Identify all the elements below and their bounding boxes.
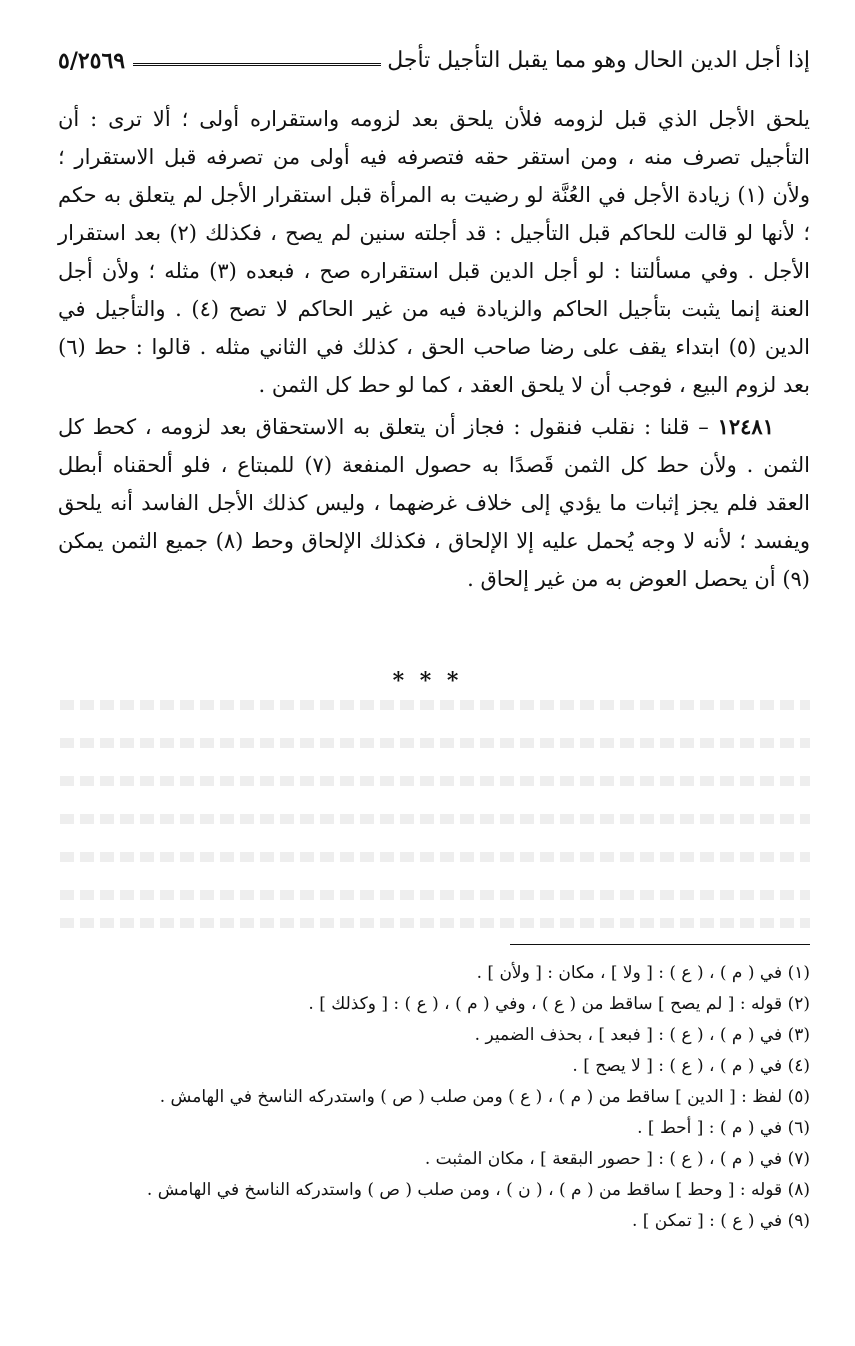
footnote-rule	[510, 944, 810, 945]
bleed-through	[60, 700, 810, 710]
page-number: ٥/٢٥٦٩	[58, 48, 126, 74]
bleed-through	[60, 738, 810, 748]
footnote-6: (٦) في ( م ) : [ أحط ] .	[637, 1118, 810, 1138]
paragraph-2	[58, 408, 810, 598]
footnote-5: (٥) لفظ : [ الدين ] ساقط من ( م ) ، ( ع ) ومن صلب ( ص ) واستدركه الناسخ في الهامش .	[159, 1087, 810, 1107]
footnote-1: (١) في ( م ) ، ( ع ) : [ ولا ] ، مكان : [ ولأن ] .	[476, 963, 810, 983]
footnote-9: (٩) في ( ع ) : [ تمكن ] .	[631, 1211, 810, 1231]
footnote-3: (٣) في ( م ) ، ( ع ) : [ فبعد ] ، بحذف الضمير .	[474, 1025, 810, 1045]
bleed-through	[60, 918, 810, 928]
section-number: ١٢٤٨١	[717, 414, 774, 439]
main-text	[58, 100, 810, 598]
bleed-through	[60, 852, 810, 862]
running-header	[58, 40, 810, 76]
bleed-through	[60, 814, 810, 824]
paragraph-1: يلحق الأجل الذي قبل لزومه فلأن يلحق بعد لزومه واستقراره أولى ؛ ألا ترى : أن التأجيل تصرف منه ، ومن استقر حقه فتصرفه فيه أولى من تصرفه قبل الاستقرار ؛ ولأن (١) زيادة الأجل في العُنَّة لو رضيت به المرأة قبل استقرار الأجل لم يتعلق به حكم ؛ لأنها لو قالت للحاكم قبل التأجيل : قد أجلته سنين لم يصح ، فكذلك (٢) بعد استقرار الأجل . وفي مسألتنا : لو أجل الدين قبل استقراره صح ، فبعده (٣) مثله ؛ ولأن أجل العنة إنما يثبت بتأجيل الحاكم والزيادة فيه من غير الحاكم لا تصح (٤) . والتأجيل في الدين (٥) ابتداء يقف على رضا صاحب الحق ، كذلك في الثاني مثله . قالوا : حط (٦) بعد لزوم البيع ، فوجب أن لا يلحق العقد ، كما لو حط كل الثمن .	[58, 107, 811, 397]
header-rule	[133, 63, 381, 66]
footnote-2: (٢) قوله : [ لم يصح ] ساقط من ( ع ) ، وفي ( م ) ، ( ع ) : [ وكذلك ] .	[308, 994, 810, 1014]
footnote-4: (٤) في ( م ) ، ( ع ) : [ لا يصح ] .	[572, 1056, 810, 1076]
footnotes	[58, 958, 810, 1237]
section-divider: * * *	[392, 668, 463, 694]
paragraph-2-text: – قلنا : نقلب فنقول : فجاز أن يتعلق به الاستحقاق بعد لزومه ، كحط كل الثمن . ولأن حط كل الثمن قَصدًا به حصول المنفعة (٧) للمبتاع ، فلو ألحقناه أبطل العقد فلم يجز إثبات ما يؤدي إلى خلاف غرضهما ، وليس كذلك الأجل الفاسد أنه يلحق ويفسد ؛ لأنه لا وجه يُحمل عليه إلا الإلحاق ، فكذلك الإلحاق وحط (٨) جميع الثمن يمكن (٩) أن يحصل العوض به من غير إلحاق .	[58, 415, 810, 591]
bleed-through	[60, 776, 810, 786]
footnote-8: (٨) قوله : [ وحط ] ساقط من ( م ) ، ( ن ) ، ومن صلب ( ص ) واستدركه الناسخ في الهامش .	[146, 1180, 810, 1200]
bleed-through	[60, 890, 810, 900]
header-title: إذا أجل الدين الحال وهو مما يقبل التأجيل تأجل	[387, 48, 810, 73]
footnote-7: (٧) في ( م ) ، ( ع ) : [ حصور البقعة ] ، مكان المثبت .	[424, 1149, 810, 1169]
